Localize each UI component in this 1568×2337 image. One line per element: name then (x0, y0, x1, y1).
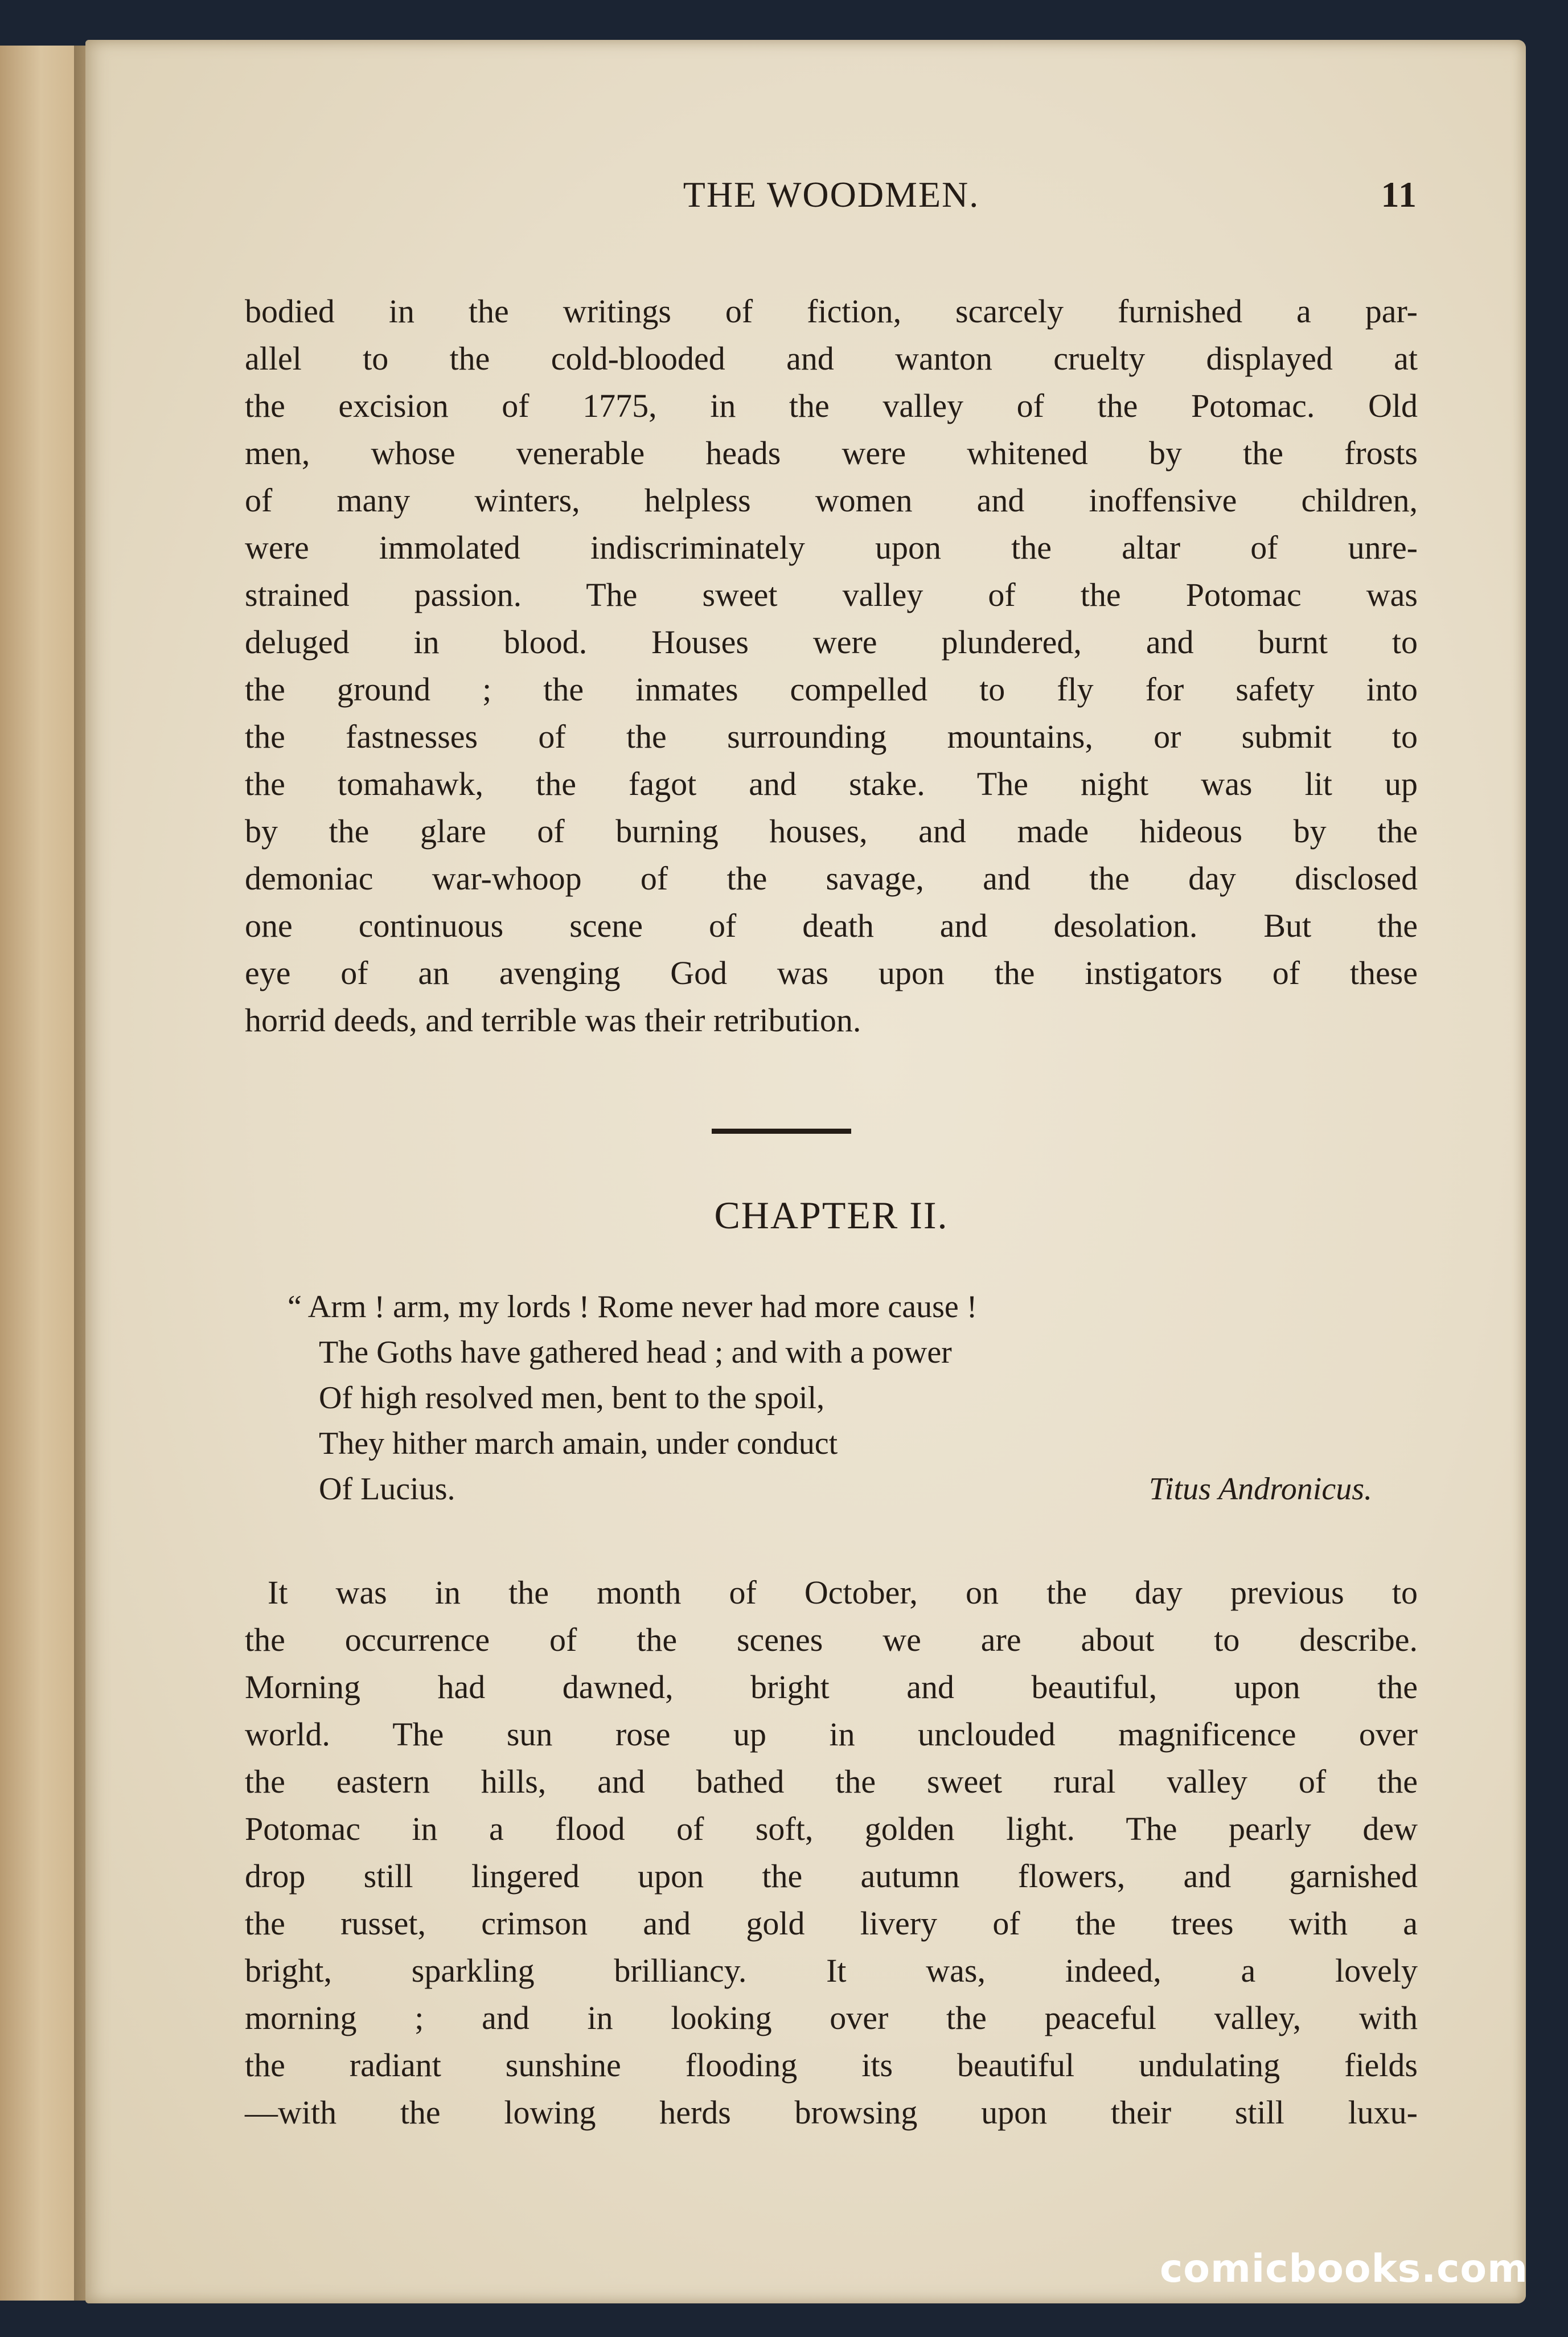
text-line: Morning had dawned, bright and beautiful, upon the (245, 1668, 1418, 1705)
section-divider (712, 1129, 851, 1134)
paragraph-1 (245, 288, 1418, 1044)
text-line: the eastern hills, and bathed the sweet rural valley of the (245, 1763, 1418, 1800)
epigraph-line: Of Lucius. (319, 1471, 455, 1507)
text-line: the radiant sunshine flooding its beautiful undulating fields (245, 2047, 1418, 2084)
epigraph-line: They hither march amain, under conduct (319, 1426, 838, 1461)
text-line: by the glare of burning houses, and made hideous by the (245, 813, 1418, 850)
text-line: allel to the cold-blooded and wanton cruelty displayed at (245, 340, 1418, 377)
text-line: men, whose venerable heads were whitened by the frosts (245, 434, 1418, 472)
text-line: strained passion. The sweet valley of the Potomac was (245, 576, 1418, 613)
text-line: demoniac war-whoop of the savage, and the day disclosed (245, 860, 1418, 897)
text-line: Potomac in a flood of soft, golden light. The pearly dew (245, 1810, 1418, 1847)
text-line: of many winters, helpless women and inoffensive children, (245, 482, 1418, 519)
text-line: world. The sun rose up in unclouded magnificence over (245, 1716, 1418, 1753)
text-line: eye of an avenging God was upon the instigators of these (245, 954, 1418, 991)
chapter-heading: CHAPTER II. (714, 1194, 949, 1237)
text-line: horrid deeds, and terrible was their retribution. (245, 1002, 861, 1039)
text-line: deluged in blood. Houses were plundered, and burnt to (245, 624, 1418, 661)
page-header (245, 174, 1418, 225)
text-line: the occurrence of the scenes we are about to describe. (245, 1621, 1418, 1658)
text-line: the ground ; the inmates compelled to fly for safety into (245, 671, 1418, 708)
text-line: were immolated indiscriminately upon the altar of unre- (245, 529, 1418, 566)
text-line: bright, sparkling brilliancy. It was, indeed, a lovely (245, 1952, 1418, 1989)
text-line: It was in the month of October, on the day previous to (268, 1574, 1418, 1611)
text-line: the russet, crimson and gold livery of the trees with a (245, 1905, 1418, 1942)
epigraph-line: Of high resolved men, bent to the spoil, (319, 1380, 825, 1416)
running-title: THE WOODMEN. (683, 174, 980, 215)
text-line: one continuous scene of death and desolation. But the (245, 907, 1418, 944)
text-line: morning ; and in looking over the peaceful valley, with (245, 1999, 1418, 2036)
watermark: comicbooks.com (1159, 2246, 1528, 2291)
epigraph-line: The Goths have gathered head ; and with a power (319, 1335, 952, 1370)
text-line: —with the lowing herds browsing upon their still luxu- (245, 2094, 1418, 2131)
paragraph-2 (245, 1569, 1418, 2136)
text-line: the tomahawk, the fagot and stake. The night was lit up (245, 765, 1418, 802)
epigraph (288, 1284, 1372, 1512)
text-line: the excision of 1775, in the valley of the Potomac. Old (245, 387, 1418, 424)
book-page (85, 40, 1526, 2303)
text-line: drop still lingered upon the autumn flowers, and garnished (245, 1858, 1418, 1895)
text-line: bodied in the writings of fiction, scarcely furnished a par- (245, 293, 1418, 330)
epigraph-last-row (319, 1466, 1372, 1512)
text-line: the fastnesses of the surrounding mountains, or submit to (245, 718, 1418, 755)
page-number: 11 (1381, 174, 1418, 215)
epigraph-attribution: Titus Andronicus. (1148, 1471, 1372, 1507)
epigraph-line: “ Arm ! arm, my lords ! Rome never had more cause ! (288, 1289, 978, 1325)
